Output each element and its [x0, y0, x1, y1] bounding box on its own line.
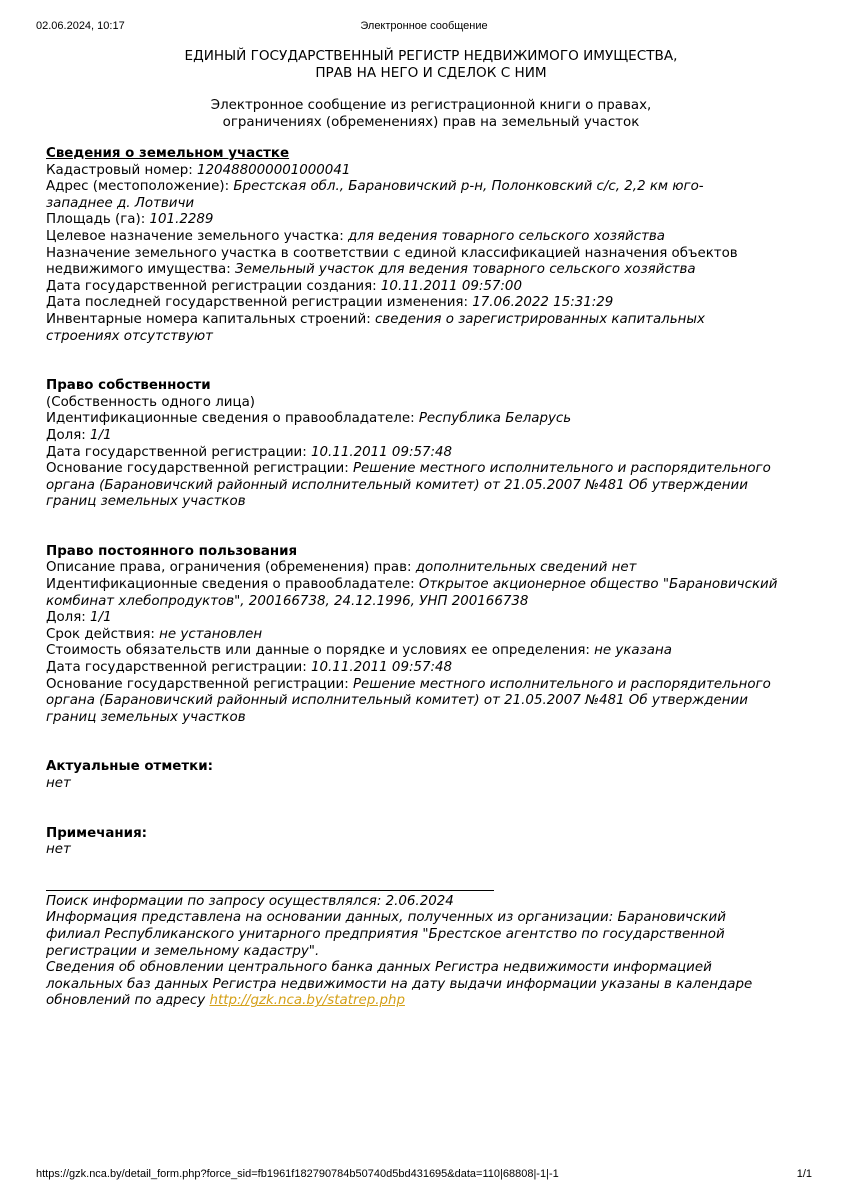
print-footer [36, 1168, 812, 1184]
ownership-reg-date-row [46, 445, 816, 462]
classification-label-2: недвижимого имущества: [46, 262, 235, 278]
permanent-use-term-label: Срок действия: [46, 626, 160, 642]
source-line-3: регистрации и земельному кадастру". [46, 943, 320, 959]
permanent-use-reg-date-value: 10.11.2011 09:57:48 [311, 660, 453, 676]
cadastral-number-value: 120488000001000041 [197, 162, 351, 178]
document-title-line-2: ПРАВ НА НЕГО И СДЕЛОК С НИМ [315, 65, 547, 81]
document-title-line-1: ЕДИНЫЙ ГОСУДАРСТВЕННЫЙ РЕГИСТР НЕДВИЖИМОГО ИМУЩЕСТВА, [184, 48, 678, 64]
land-plot-section [46, 146, 816, 345]
notes-heading: Примечания: [46, 825, 148, 841]
ownership-heading: Право собственности [46, 378, 211, 394]
document-subtitle [46, 97, 816, 131]
permanent-use-reg-date-row [46, 660, 816, 677]
permanent-use-cost-label: Стоимость обязательств или данные о порядке и условиях ее определения: [46, 643, 595, 659]
permanent-use-holder-label: Идентификационные сведения о правообладателе: [46, 577, 419, 593]
ownership-kind: (Собственность одного лица) [46, 394, 256, 410]
permanent-use-description-row [46, 560, 816, 577]
permanent-use-basis-label: Основание государственной регистрации: [46, 676, 353, 692]
permanent-use-section [46, 544, 816, 727]
statrep-link[interactable]: http://gzk.nca.by/statrep.php [209, 993, 405, 1009]
address-row [46, 179, 816, 196]
ownership-basis-value-3: границ земельных участков [46, 494, 246, 510]
document-body [46, 48, 816, 1010]
ownership-share-value: 1/1 [90, 427, 112, 443]
ownership-basis-row [46, 461, 816, 478]
area-value: 101.2289 [149, 212, 214, 228]
changed-value: 17.06.2022 15:31:29 [472, 295, 614, 311]
inventory-label: Инвентарные номера капитальных строений: [46, 311, 375, 327]
search-date-line: Поиск информации по запросу осуществлялся: 2.06.2024 [46, 893, 454, 909]
source-line-1: Информация представлена на основании данных, полученных из организации: Барановичский [46, 910, 726, 926]
document-title [46, 48, 816, 82]
permanent-use-holder-row [46, 577, 816, 594]
land-plot-heading: Сведения о земельном участке [46, 146, 290, 161]
notes-section [46, 826, 816, 859]
address-value-2: западнее д. Лотвичи [46, 195, 195, 211]
area-label: Площадь (га): [46, 212, 150, 228]
ownership-share-label: Доля: [46, 427, 91, 443]
permanent-use-share-row [46, 610, 816, 627]
cadastral-number-row [46, 163, 816, 180]
current-marks-section [46, 759, 816, 792]
permanent-use-basis-row [46, 677, 816, 694]
permanent-use-cost-value: не указана [594, 643, 672, 659]
print-page-number: 1/1 [796, 1168, 812, 1180]
permanent-use-term-row [46, 627, 816, 644]
source-line-2: филиал Республиканского унитарного предприятия "Брестское агентство по государственной [46, 926, 725, 942]
print-datetime: 02.06.2024, 10:17 [36, 20, 125, 32]
print-url: https://gzk.nca.by/detail_form.php?force_sid=fb1961f182790784b50740d5bd431695&data=110|68808|-1|-1 [36, 1168, 559, 1180]
print-header [36, 20, 812, 36]
classification-label-1: Назначение земельного участка в соответствии с единой классификацией назначения объектов [46, 245, 738, 261]
update-line-1: Сведения об обновлении центрального банка данных Регистра недвижимости информацией [46, 960, 712, 976]
created-value: 10.11.2011 09:57:00 [380, 278, 522, 294]
permanent-use-holder-value-2: комбинат хлебопродуктов", 200166738, 24.12.1996, УНП 200166738 [46, 593, 529, 609]
ownership-holder-row [46, 411, 816, 428]
ownership-holder-label: Идентификационные сведения о правообладателе: [46, 411, 419, 427]
ownership-basis-value-1: Решение местного исполнительного и распорядительного [352, 461, 771, 477]
inventory-value-1: сведения о зарегистрированных капитальных [374, 311, 705, 327]
ownership-reg-date-value: 10.11.2011 09:57:48 [311, 444, 453, 460]
area-row [46, 212, 816, 229]
footer-notes [46, 894, 816, 1010]
document-subtitle-line-2: ограничениях (обременениях) прав на земельный участок [222, 115, 640, 130]
purpose-value: для ведения товарного сельского хозяйства [348, 228, 665, 244]
cadastral-number-label: Кадастровый номер: [46, 162, 198, 178]
current-marks-heading: Актуальные отметки: [46, 759, 213, 775]
classification-value: Земельный участок для ведения товарного сельского хозяйства [235, 262, 696, 278]
created-row [46, 279, 816, 296]
ownership-section [46, 378, 816, 511]
inventory-row [46, 312, 816, 329]
print-page-title: Электронное сообщение [360, 20, 488, 32]
permanent-use-share-label: Доля: [46, 610, 91, 626]
address-value-1: Брестская обл., Барановичский р-н, Полонковский с/с, 2,2 км юго- [233, 179, 704, 195]
permanent-use-term-value: не установлен [159, 626, 263, 642]
permanent-use-description-value: дополнительных сведений нет [415, 560, 637, 576]
ownership-holder-value: Республика Беларусь [418, 411, 572, 427]
permanent-use-reg-date-label: Дата государственной регистрации: [46, 660, 311, 676]
update-line-2: локальных баз данных Регистра недвижимости на дату выдачи информации указаны в календаре [46, 976, 753, 992]
permanent-use-heading: Право постоянного пользования [46, 543, 298, 559]
ownership-basis-value-2: органа (Барановичский районный исполнительный комитет) от 21.05.2007 №481 Об утверждении [46, 477, 748, 493]
current-marks-value: нет [46, 776, 71, 791]
inventory-value-2: строениях отсутствуют [46, 328, 213, 344]
permanent-use-basis-value-2: органа (Барановичский районный исполнительный комитет) от 21.05.2007 №481 Об утверждении [46, 693, 748, 709]
purpose-row [46, 229, 816, 246]
created-label: Дата государственной регистрации создания: [46, 278, 381, 294]
permanent-use-share-value: 1/1 [90, 610, 112, 626]
permanent-use-basis-value-1: Решение местного исполнительного и распорядительного [352, 676, 771, 692]
footer-divider [46, 890, 494, 891]
permanent-use-holder-value-1: Открытое акционерное общество "Барановичский [418, 577, 778, 593]
ownership-basis-label: Основание государственной регистрации: [46, 461, 353, 477]
update-line-3: обновлений по адресу [46, 993, 210, 1009]
permanent-use-basis-value-3: границ земельных участков [46, 709, 246, 725]
changed-label: Дата последней государственной регистрации изменения: [46, 295, 473, 311]
permanent-use-cost-row [46, 643, 816, 660]
purpose-label: Целевое назначение земельного участка: [46, 228, 349, 244]
update-line-3-row [46, 993, 816, 1010]
ownership-share-row [46, 428, 816, 445]
classification-row [46, 262, 816, 279]
ownership-reg-date-label: Дата государственной регистрации: [46, 444, 311, 460]
address-label: Адрес (местоположение): [46, 179, 234, 195]
permanent-use-description-label: Описание права, ограничения (обременения) прав: [46, 560, 416, 576]
changed-row [46, 295, 816, 312]
notes-value: нет [46, 842, 71, 858]
document-subtitle-line-1: Электронное сообщение из регистрационной книги о правах, [210, 98, 652, 113]
